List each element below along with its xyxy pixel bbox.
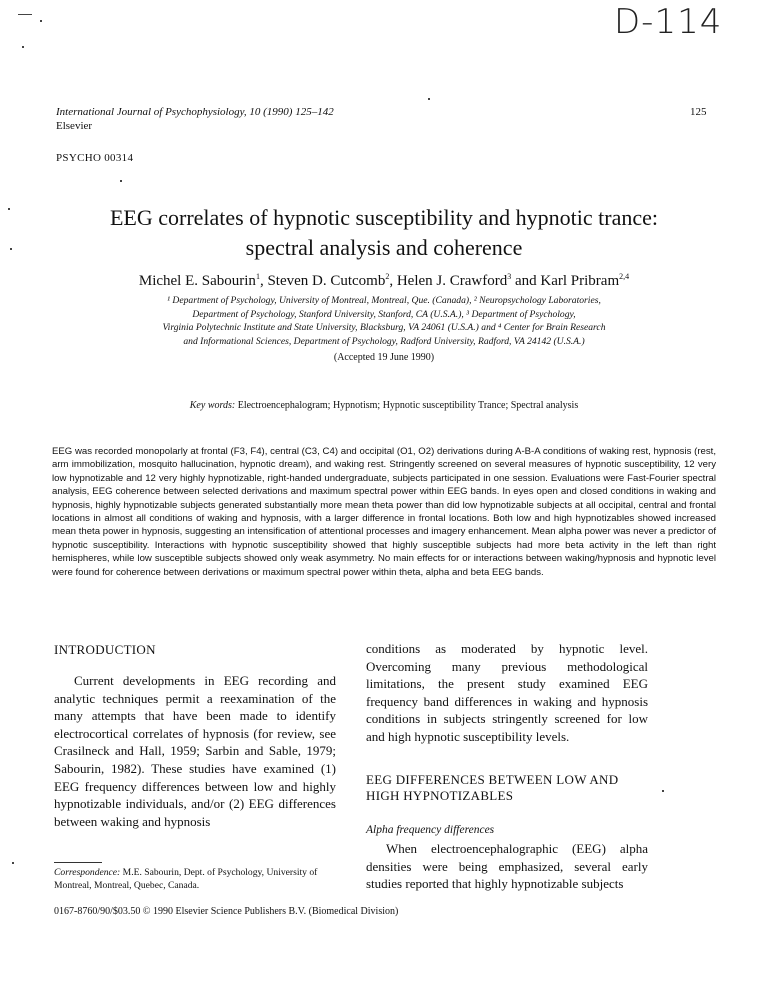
section-heading-line: EEG DIFFERENCES BETWEEN LOW AND	[366, 772, 619, 787]
page-number: 125	[690, 106, 707, 118]
author-affil-mark: 1	[255, 272, 260, 281]
keywords-text: Electroencephalogram; Hypnotism; Hypnotic susceptibility Trance; Spectral analysis	[237, 400, 579, 411]
affiliation-line: ¹ Department of Psychology, University of Montreal, Montreal, Que. (Canada), ² Neuropsychology Laboratories,	[167, 295, 601, 306]
alpha-differences-text: When electroencephalographic (EEG) alpha densities were being emphasized, several early studies reported that highly hypnotizable subjects	[366, 841, 648, 892]
title-line-2: spectral analysis and coherence	[245, 235, 523, 260]
section-heading-line: HIGH HYPNOTIZABLES	[366, 788, 514, 803]
section-heading	[366, 772, 656, 804]
accepted-date: (Accepted 19 June 1990)	[333, 352, 435, 363]
scan-speck	[22, 46, 24, 48]
introduction-heading: INTRODUCTION	[54, 642, 156, 657]
paper-title	[40, 203, 728, 263]
correspondence-label: Correspondence:	[54, 867, 121, 878]
abstract: EEG was recorded monopolarly at frontal (F3, F4), central (C3, C4) and occipital (O1, O2) derivations during A-B-A conditions of waking rest, hypnosis (rest, arm immobilization, mosquito hallucination, hypnotic dream), and waking rest. Stringently screened on several measures of hypnotic susceptibility, 12 very low hypnotizable and 12 very highly hypnotizable, right-handed undergraduate, subjects participated in one session. Evaluations were Fast-Fourier spectral analysis, EEG coherence between selected derivations and maximum spectral power within EEG bands. In eyes open and closed conditions in waking and hypnosis, highly hypnotizable subjects generated substantially more mean theta power than did low hypnotizable subjects at all occipital, central and frontal locations in almost all conditions of waking and hypnosis, with a larger difference in frontal locations. Both low and high hypnotizables showed increased mean theta power in hypnosis, suggesting an intensification of attentional processes and imagery enhancement. Mean alpha power was never a predictor of hypnotic susceptibility. Interactions with hypnotic susceptibility showed that highly susceptible subjects had more beta activity in the left than right hemispheres, while low susceptible subjects showed only weak asymmetry. No main effects for or interactions between waking/hypnosis and hypnotic level were found for coherence between derivations or maximum spectral power within theta, alpha and beta EEG bands.	[52, 446, 716, 578]
author-name: and Karl Pribram	[514, 273, 620, 289]
author-affil-mark: 3	[507, 272, 512, 281]
title-line-1: EEG correlates of hypnotic susceptibility and hypnotic trance:	[109, 205, 658, 230]
introduction-continuation: conditions as moderated by hypnotic level. Overcoming many previous methodological limitations, the present study examined EEG frequency band differences in waking and hypnosis conditions in subjects stringently screened for low and high hypnotic susceptibility levels.	[366, 641, 648, 744]
copyright-footer: 0167-8760/90/$03.50 © 1990 Elsevier Science Publishers B.V. (Biomedical Division)	[54, 906, 399, 917]
correspondence-text: M.E. Sabourin, Dept. of Psychology, University of Montreal, Montreal, Quebec, Canada.	[54, 867, 318, 891]
scan-speck	[40, 20, 42, 22]
affiliations	[90, 294, 678, 348]
introduction-text: Current developments in EEG recording and analytic techniques permit a reexamination of the many attempts that have been made to identify electrocortical correlates of hypnosis (for review, see Crasilneck and Hall, 1959; Sarbin and Sable, 1979; Sabourin, 1982). These studies have examined (1) EEG frequency differences between low and highly hypnotizable individuals, and/or (2) EEG differences between waking and hypnosis	[54, 673, 336, 829]
author-name: Michel E. Sabourin	[138, 273, 256, 289]
affiliation-line: and Informational Sciences, Department of Psychology, Radford University, Radford, VA 24142 (U.S.A.)	[183, 335, 585, 347]
scan-speck	[120, 180, 122, 182]
handwritten-label: D-114	[614, 2, 723, 42]
subsection-heading: Alpha frequency differences	[366, 824, 495, 836]
scan-speck	[662, 790, 664, 792]
scan-speck	[428, 98, 430, 100]
author-affil-mark: 2	[385, 272, 390, 281]
scan-speck	[12, 862, 14, 864]
footnote-rule	[54, 862, 102, 863]
affiliation-line: Virginia Polytechnic Institute and State University, Blacksburg, VA 24061 (U.S.A.) and ⁴ Center for Brain Research	[162, 322, 606, 333]
keywords	[60, 400, 708, 411]
author-affil-mark: 2,4	[619, 272, 630, 281]
author-name: Helen J. Crawford	[396, 273, 508, 289]
scan-speck	[10, 248, 12, 250]
affiliation-line: Department of Psychology, Stanford University, Stanford, CA (U.S.A.), ³ Department of Psychology,	[192, 308, 576, 320]
scan-speck	[18, 14, 32, 15]
author-name: Steven D. Cutcomb	[267, 273, 386, 289]
article-code: PSYCHO 00314	[56, 152, 134, 164]
scan-speck	[8, 208, 10, 210]
publisher: Elsevier	[56, 120, 93, 132]
journal-citation: International Journal of Psychophysiology, 10 (1990) 125–142	[56, 106, 334, 118]
author-list: Michel E. Sabourin$^1$, Steven D. Cutcomb$^2$, Helen J. Crawford$^3$ and Karl Pribram$^{2,4}$	[138, 272, 630, 289]
correspondence-note	[54, 866, 336, 892]
keywords-label: Key words:	[189, 400, 236, 411]
